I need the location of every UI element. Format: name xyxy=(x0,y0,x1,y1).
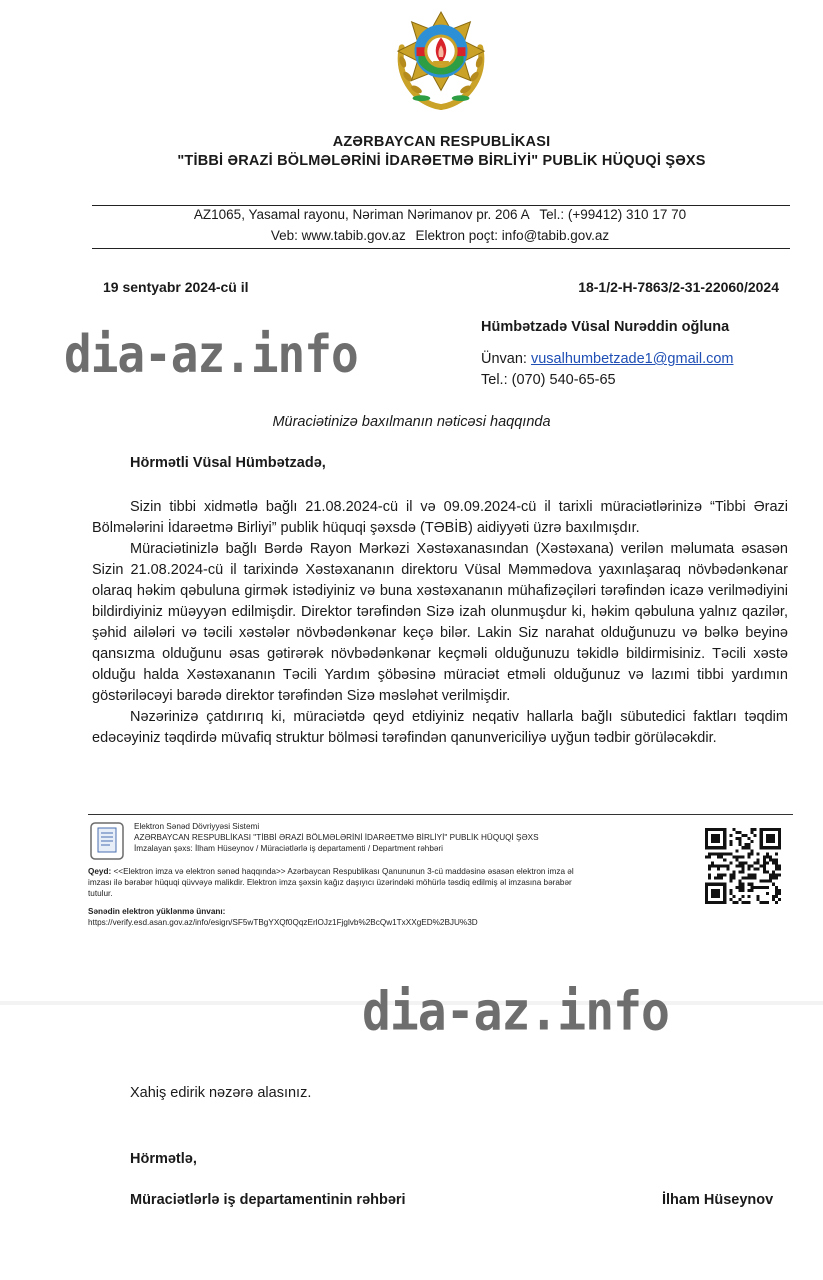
closing-regards: Hörmətlə, xyxy=(130,1151,197,1167)
recipient-address-label: Ünvan: xyxy=(481,351,527,367)
esd-top-rule xyxy=(88,814,793,815)
body-paragraph-1: Sizin tibbi xidmətlə bağlı 21.08.2024-cü il və 09.09.2024-cü il tarixli müraciətlərinizə “Tibbi Ərazi Bölmələrini İdarəetmə Birliyi” publik hüquqi şəxsdə (TƏBİB) aidiyyəti üzrə baxılmışdır. xyxy=(92,499,788,536)
header-top-rule xyxy=(92,205,790,206)
esd-note-label: Qeyd: xyxy=(88,867,112,876)
esd-system-name: Elektron Sənəd Dövriyyəsi Sistemi xyxy=(134,822,260,831)
esd-note xyxy=(88,866,578,899)
recipient-address xyxy=(481,351,734,367)
org-email: Elektron poçt: info@tabib.gov.az xyxy=(415,228,610,243)
signer-title: Müraciətlərlə iş departamentinin rəhbəri xyxy=(130,1192,406,1208)
letter-reference-number: 18-1/2-H-7863/2-31-22060/2024 xyxy=(578,279,779,295)
letter-date: 19 sentyabr 2024-cü il xyxy=(103,279,249,295)
header-bottom-rule xyxy=(92,248,790,249)
esd-document-icon xyxy=(90,822,124,860)
org-website: Veb: www.tabib.gov.az xyxy=(270,228,406,243)
esd-org-name: AZƏRBAYCAN RESPUBLİKASI "TİBBİ ƏRAZİ BÖLMƏLƏRİNİ İDARƏETMƏ BİRLİYİ" PUBLİK HÜQUQİ ŞƏXS xyxy=(134,833,539,842)
org-name-title: "TİBBİ ƏRAZİ BÖLMƏLƏRİNİ İDARƏETMƏ BİRLİYİ" PUBLİK HÜQUQİ ŞƏXS xyxy=(177,153,706,169)
signer-name: İlham Hüseynov xyxy=(662,1192,774,1208)
recipient-phone: Tel.: (070) 540-65-65 xyxy=(481,372,616,388)
org-phone: Tel.: (+99412) 310 17 70 xyxy=(539,207,687,222)
org-address-line xyxy=(60,207,820,222)
watermark-top: dia-az.info xyxy=(64,324,358,385)
letter-subject: Müraciətinizə baxılmanın nəticəsi haqqında xyxy=(272,414,551,430)
qr-code-icon xyxy=(705,828,781,904)
body-paragraph-2: Müraciətinizlə bağlı Bərdə Rayon Mərkəzi Xəstəxanasından (Xəstəxana) verilən məlumata əsasən Sizin 21.08.2024-cü il tarixində Xəstəxananın direktoru Vüsal Məmmədova yaxınlaşaraq növbədənkənar olaraq həkim qəbuluna girmək istədiyiniz və buna xəstəxananın mühafizəçiləri tərəfindən icazə verilmədiyini bildirdiyiniz müəyyən edilmişdir. Direktor tərəfindən Sizə izah olunmuşdur ki, həkim qəbuluna yalnız qazilər, şəhid ailələri və təcili xəstələr növbədənkənar keçə bilər. Lakin Siz narahat olduğunuzu və bəlkə beyinə qansızma olduğunu əsas gətirərək növbədənkənar keçməli olduğunuzu təkidlə bildirmisiniz. Təcili xəstə olduğu halda Xəstəxananın Təcili Yardım şöbəsinə müraciət etməli olduğunuz və lazımi tibbi yardımın göstəriləcəyi barədə direktor tərəfindən Sizə məsləhət verilmişdir. xyxy=(92,541,788,704)
closing-request: Xahiş edirik nəzərə alasınız. xyxy=(130,1085,312,1101)
esd-signature-block xyxy=(88,818,793,938)
letter-body xyxy=(92,497,788,749)
esd-note-text: <<Elektron imza və elektron sənəd haqqında>> Azərbaycan Respublikası Qanununun 3-cü maddəsinə əsasən elektron imza əl imzası ilə bərabər hüquqi qüvvəyə malikdir. Elektron imza şəxsin kağız daşıyıcı üzərindəki möhürlə təsdiq edilmiş əl imzasına bərabər tutulur. xyxy=(88,867,574,898)
esd-verify-url[interactable]: https://verify.esd.asan.gov.az/info/esign/SF5wTBgYXQf0QqzErlOJz1Fjglvb%2BcQw1TxXXgED%2BJU%3D xyxy=(88,918,478,927)
body-paragraph-3: Nəzərinizə çatdırırıq ki, müraciətdə qeyd etdiyiniz neqativ hallarla bağlı sübutedici faktları təqdim edəcəyiniz təqdirdə müvafiq struktur bölməsi tərəfindən qanunvericiliyə uyğun tədbir görüləcəkdir. xyxy=(92,709,788,746)
esd-header xyxy=(134,821,694,854)
esd-link-title: Sənədin elektron yüklənmə ünvanı: xyxy=(88,907,226,916)
recipient-email-link[interactable]: vusalhumbetzade1@gmail.com xyxy=(530,351,734,367)
salutation: Hörmətli Vüsal Hümbətzadə, xyxy=(130,455,326,471)
org-contact-line xyxy=(60,228,820,243)
org-address: AZ1065, Yasamal rayonu, Nəriman Nərimanov pr. 206 A xyxy=(193,207,530,222)
watermark-bottom: dia-az.info xyxy=(362,980,669,1043)
recipient-name: Hümbətzadə Vüsal Nurəddin oğluna xyxy=(481,319,730,335)
esd-signer: İmzalayan şəxs: İlham Hüseynov / Müraciətlərlə iş departamenti / Department rəhbəri xyxy=(134,844,443,853)
org-country-title: AZƏRBAYCAN RESPUBLİKASI xyxy=(332,134,551,150)
coat-of-arms-icon xyxy=(392,8,490,112)
